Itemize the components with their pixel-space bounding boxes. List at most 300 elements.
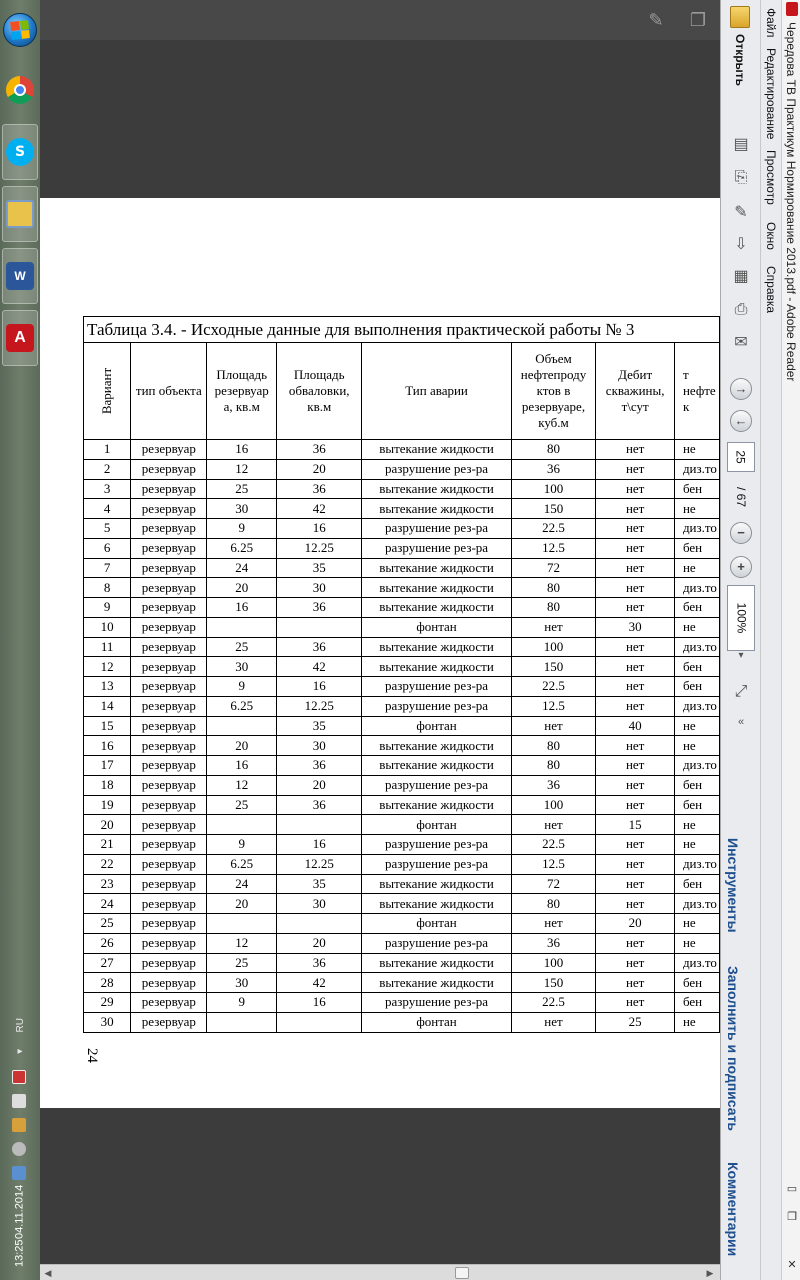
cell-tank-area: 24 xyxy=(207,558,277,578)
table-row xyxy=(84,736,720,756)
cell-well-rate: 40 xyxy=(596,716,675,736)
cell-bund-area: 36 xyxy=(277,795,362,815)
start-button[interactable] xyxy=(2,2,38,58)
cell-tank-area: 6.25 xyxy=(207,696,277,716)
cell-product-type: бен xyxy=(674,973,719,993)
cell-well-rate: нет xyxy=(596,953,675,973)
share-icon[interactable]: ⎘ xyxy=(734,169,748,186)
cell-volume: 150 xyxy=(511,499,596,519)
pdf-page xyxy=(40,198,720,1108)
table-row xyxy=(84,874,720,894)
table-row xyxy=(84,657,720,677)
cell-volume: 100 xyxy=(511,637,596,657)
cell-variant: 6 xyxy=(84,538,131,558)
chrome-icon xyxy=(6,76,34,104)
cell-tank-area: 25 xyxy=(207,479,277,499)
cell-tank-area: 6.25 xyxy=(207,538,277,558)
acrobat-icon: A xyxy=(6,324,34,352)
cell-tank-area: 25 xyxy=(207,795,277,815)
cell-accident-type: вытекание жидкости xyxy=(362,558,511,578)
cell-tank-area: 24 xyxy=(207,874,277,894)
maximize-icon[interactable]: ❐ xyxy=(787,1211,797,1223)
cell-object-type: резервуар xyxy=(131,716,207,736)
cell-volume: 72 xyxy=(511,558,596,578)
cell-well-rate: 15 xyxy=(596,815,675,835)
cell-variant: 8 xyxy=(84,578,131,598)
menu-file[interactable]: Файл xyxy=(764,8,778,38)
cell-tank-area: 30 xyxy=(207,973,277,993)
cell-tank-area: 9 xyxy=(207,677,277,697)
cell-bund-area: 36 xyxy=(277,637,362,657)
cell-object-type: резервуар xyxy=(131,617,207,637)
table-row xyxy=(84,815,720,835)
cell-variant: 23 xyxy=(84,874,131,894)
cell-object-type: резервуар xyxy=(131,933,207,953)
cell-product-type: не xyxy=(674,558,719,578)
cell-variant: 12 xyxy=(84,657,131,677)
cell-well-rate: 30 xyxy=(596,617,675,637)
cell-variant: 13 xyxy=(84,677,131,697)
cell-tank-area: 25 xyxy=(207,953,277,973)
cell-variant: 7 xyxy=(84,558,131,578)
cell-accident-type: разрушение рез-ра xyxy=(362,854,511,874)
scroll-left-icon[interactable]: ◀ xyxy=(44,1268,52,1278)
table-row xyxy=(84,696,720,716)
cell-well-rate: нет xyxy=(596,874,675,894)
cell-product-type: не xyxy=(674,716,719,736)
cell-variant: 19 xyxy=(84,795,131,815)
page-total: / 67 xyxy=(734,487,748,508)
cell-product-type: диз.то xyxy=(674,756,719,776)
cell-well-rate: 20 xyxy=(596,914,675,934)
cell-tank-area: 30 xyxy=(207,499,277,519)
language-indicator[interactable]: RU xyxy=(14,1018,26,1033)
cell-volume: 150 xyxy=(511,657,596,677)
word-icon: W xyxy=(6,262,34,290)
cell-product-type: бен xyxy=(674,538,719,558)
cell-accident-type: вытекание жидкости xyxy=(362,953,511,973)
cell-volume: 100 xyxy=(511,953,596,973)
notification-icon[interactable] xyxy=(12,1118,26,1132)
cell-well-rate: нет xyxy=(596,499,675,519)
cell-object-type: резервуар xyxy=(131,538,207,558)
menu-edit[interactable]: Редактирование xyxy=(764,48,778,140)
cell-volume: 80 xyxy=(511,598,596,618)
skype-icon: S xyxy=(6,138,34,166)
cell-object-type: резервуар xyxy=(131,598,207,618)
cell-tank-area: 16 xyxy=(207,598,277,618)
cell-well-rate: нет xyxy=(596,756,675,776)
cell-volume: 80 xyxy=(511,440,596,460)
cell-product-type: диз.то xyxy=(674,894,719,914)
cell-accident-type: вытекание жидкости xyxy=(362,894,511,914)
cell-accident-type: разрушение рез-ра xyxy=(362,538,511,558)
save-icon[interactable]: ⇩ xyxy=(734,236,748,253)
cell-product-type: не xyxy=(674,499,719,519)
cell-product-type: бен xyxy=(674,795,719,815)
cell-accident-type: вытекание жидкости xyxy=(362,795,511,815)
cell-well-rate: нет xyxy=(596,854,675,874)
zoom-select[interactable]: 100% xyxy=(727,585,755,651)
email-icon[interactable]: ✉ xyxy=(734,334,748,351)
cell-variant: 17 xyxy=(84,756,131,776)
cell-object-type: резервуар xyxy=(131,894,207,914)
cell-accident-type: разрушение рез-ра xyxy=(362,459,511,479)
volume-icon[interactable] xyxy=(12,1142,26,1156)
cell-well-rate: нет xyxy=(596,736,675,756)
cell-variant: 29 xyxy=(84,993,131,1013)
cell-accident-type: разрушение рез-ра xyxy=(362,775,511,795)
cell-object-type: резервуар xyxy=(131,499,207,519)
cell-accident-type: вытекание жидкости xyxy=(362,578,511,598)
window-titlebar xyxy=(781,0,800,1280)
cell-product-type: не xyxy=(674,1012,719,1032)
table-row xyxy=(84,538,720,558)
open-button[interactable] xyxy=(725,6,755,106)
cell-accident-type: вытекание жидкости xyxy=(362,637,511,657)
cell-well-rate: нет xyxy=(596,835,675,855)
header-volume: Объем нефтепроду ктов в резервуаре, куб.м xyxy=(511,343,596,440)
menu-help[interactable]: Справка xyxy=(764,266,778,314)
cell-tank-area xyxy=(207,617,277,637)
cell-object-type: резервуар xyxy=(131,993,207,1013)
cell-object-type: резервуар xyxy=(131,953,207,973)
reader-toolbar xyxy=(721,0,761,1280)
cell-bund-area: 42 xyxy=(277,657,362,677)
cell-tank-area: 6.25 xyxy=(207,854,277,874)
scrollbar-thumb[interactable] xyxy=(455,1267,469,1279)
cell-bund-area: 16 xyxy=(277,993,362,1013)
cell-accident-type: фонтан xyxy=(362,617,511,637)
cell-variant: 3 xyxy=(84,479,131,499)
cell-product-type: бен xyxy=(674,598,719,618)
table-row xyxy=(84,479,720,499)
cell-volume: 80 xyxy=(511,894,596,914)
table-row xyxy=(84,795,720,815)
cell-accident-type: разрушение рез-ра xyxy=(362,933,511,953)
cell-accident-type: вытекание жидкости xyxy=(362,756,511,776)
cell-product-type: не xyxy=(674,440,719,460)
cell-bund-area: 20 xyxy=(277,933,362,953)
pdf-file-icon xyxy=(786,2,798,16)
cell-volume: 22.5 xyxy=(511,677,596,697)
cell-accident-type: фонтан xyxy=(362,1012,511,1032)
table-row xyxy=(84,993,720,1013)
cell-variant: 11 xyxy=(84,637,131,657)
cell-bund-area: 12.25 xyxy=(277,538,362,558)
cell-volume: 80 xyxy=(511,756,596,776)
cell-bund-area xyxy=(277,617,362,637)
next-page-button[interactable]: → xyxy=(730,378,752,400)
cell-object-type: резервуар xyxy=(131,479,207,499)
cell-object-type: резервуар xyxy=(131,914,207,934)
cell-tank-area: 9 xyxy=(207,835,277,855)
cell-volume: 36 xyxy=(511,459,596,479)
table-row xyxy=(84,716,720,736)
page-toolbar-strip xyxy=(40,0,720,40)
cell-object-type: резервуар xyxy=(131,696,207,716)
tools-pane-button[interactable]: Инструменты xyxy=(725,838,741,933)
cell-volume: 80 xyxy=(511,736,596,756)
cell-tank-area: 12 xyxy=(207,775,277,795)
comments-pane-button[interactable]: Комментарии xyxy=(725,1162,741,1257)
cell-product-type: не xyxy=(674,815,719,835)
table-row xyxy=(84,677,720,697)
cell-variant: 2 xyxy=(84,459,131,479)
cell-volume: 22.5 xyxy=(511,993,596,1013)
cell-volume: 100 xyxy=(511,479,596,499)
cell-well-rate: нет xyxy=(596,479,675,499)
cell-tank-area: 30 xyxy=(207,657,277,677)
cell-bund-area: 36 xyxy=(277,440,362,460)
cell-object-type: резервуар xyxy=(131,578,207,598)
cell-accident-type: вытекание жидкости xyxy=(362,499,511,519)
table-row xyxy=(84,835,720,855)
cell-well-rate: нет xyxy=(596,973,675,993)
cell-object-type: резервуар xyxy=(131,519,207,539)
cell-product-type: бен xyxy=(674,874,719,894)
cell-bund-area: 30 xyxy=(277,736,362,756)
cell-variant: 16 xyxy=(84,736,131,756)
horizontal-scrollbar[interactable] xyxy=(40,1264,720,1280)
menu-window[interactable]: Окно xyxy=(764,222,778,250)
power-icon[interactable] xyxy=(12,1166,26,1180)
cell-variant: 25 xyxy=(84,914,131,934)
cell-volume: 12.5 xyxy=(511,854,596,874)
table-row xyxy=(84,598,720,618)
page-number-input[interactable]: 25 xyxy=(727,442,755,472)
cell-product-type: диз.то xyxy=(674,953,719,973)
taskbar-word-button[interactable] xyxy=(2,248,38,304)
table-row xyxy=(84,578,720,598)
cell-object-type: резервуар xyxy=(131,973,207,993)
cell-object-type: резервуар xyxy=(131,440,207,460)
cell-bund-area: 36 xyxy=(277,756,362,776)
cell-tank-area xyxy=(207,716,277,736)
cell-well-rate: нет xyxy=(596,459,675,479)
cell-accident-type: вытекание жидкости xyxy=(362,736,511,756)
cell-well-rate: нет xyxy=(596,775,675,795)
cell-bund-area: 30 xyxy=(277,894,362,914)
cell-accident-type: вытекание жидкости xyxy=(362,874,511,894)
cell-variant: 22 xyxy=(84,854,131,874)
cell-variant: 1 xyxy=(84,440,131,460)
zoom-out-button[interactable]: − xyxy=(730,522,752,544)
windows-start-icon xyxy=(3,13,37,47)
table-row xyxy=(84,499,720,519)
cell-tank-area: 9 xyxy=(207,519,277,539)
fill-sign-pane-button[interactable]: Заполнить и подписать xyxy=(725,966,741,1131)
cell-bund-area: 36 xyxy=(277,479,362,499)
prev-page-button[interactable]: ← xyxy=(730,410,752,432)
cell-object-type: резервуар xyxy=(131,874,207,894)
pages-icon[interactable]: ❐ xyxy=(689,10,707,30)
cell-variant: 20 xyxy=(84,815,131,835)
cell-bund-area: 30 xyxy=(277,578,362,598)
menubar xyxy=(761,0,781,1280)
document-viewport[interactable] xyxy=(40,0,720,1264)
toolbar-overflow-icon[interactable]: « xyxy=(737,716,745,728)
cell-object-type: резервуар xyxy=(131,815,207,835)
attachment-icon[interactable]: ✎ xyxy=(648,10,664,30)
cell-tank-area: 16 xyxy=(207,440,277,460)
table-row xyxy=(84,854,720,874)
cell-volume: нет xyxy=(511,815,596,835)
cell-tank-area: 12 xyxy=(207,459,277,479)
cell-product-type: бен xyxy=(674,657,719,677)
table-row xyxy=(84,775,720,795)
cell-bund-area: 42 xyxy=(277,499,362,519)
cell-well-rate: нет xyxy=(596,795,675,815)
cell-tank-area xyxy=(207,815,277,835)
cell-object-type: резервуар xyxy=(131,756,207,776)
table-row xyxy=(84,953,720,973)
menu-view[interactable]: Просмотр xyxy=(764,150,778,205)
cell-product-type: бен xyxy=(674,993,719,1013)
cell-product-type: не xyxy=(674,835,719,855)
device-icon[interactable] xyxy=(12,1094,26,1108)
cell-volume: нет xyxy=(511,1012,596,1032)
cell-variant: 9 xyxy=(84,598,131,618)
cell-object-type: резервуар xyxy=(131,854,207,874)
cell-variant: 15 xyxy=(84,716,131,736)
cell-accident-type: вытекание жидкости xyxy=(362,479,511,499)
cell-volume: 36 xyxy=(511,933,596,953)
cell-volume: 80 xyxy=(511,578,596,598)
cell-tank-area: 20 xyxy=(207,736,277,756)
cell-accident-type: вытекание жидкости xyxy=(362,657,511,677)
cell-variant: 26 xyxy=(84,933,131,953)
cell-object-type: резервуар xyxy=(131,459,207,479)
cell-volume: нет xyxy=(511,716,596,736)
cell-tank-area xyxy=(207,914,277,934)
cell-variant: 28 xyxy=(84,973,131,993)
table-row xyxy=(84,973,720,993)
cell-well-rate: нет xyxy=(596,696,675,716)
cell-accident-type: разрушение рез-ра xyxy=(362,993,511,1013)
cell-product-type: не xyxy=(674,736,719,756)
cell-bund-area: 20 xyxy=(277,459,362,479)
network-error-icon[interactable] xyxy=(12,1070,26,1084)
cell-accident-type: вытекание жидкости xyxy=(362,973,511,993)
file-manager-icon xyxy=(6,200,34,228)
data-table xyxy=(83,316,720,1033)
cell-accident-type: разрушение рез-ра xyxy=(362,519,511,539)
cell-bund-area xyxy=(277,1012,362,1032)
table-row xyxy=(84,637,720,657)
cell-variant: 5 xyxy=(84,519,131,539)
cell-well-rate: нет xyxy=(596,657,675,677)
cell-variant: 14 xyxy=(84,696,131,716)
taskbar-files-button[interactable] xyxy=(2,186,38,242)
cell-product-type: диз.то xyxy=(674,459,719,479)
tray-expand-icon[interactable]: ▸ xyxy=(17,1046,23,1057)
table-row xyxy=(84,756,720,776)
header-variant: Вариант xyxy=(84,343,131,440)
cell-volume: 36 xyxy=(511,775,596,795)
cell-volume: 12.5 xyxy=(511,696,596,716)
taskbar-acrobat-button[interactable] xyxy=(2,310,38,366)
header-accident-type: Тип аварии xyxy=(362,343,511,440)
cell-bund-area: 35 xyxy=(277,716,362,736)
window-title: Чередова ТВ Практикум Нормирование 2013.pdf - Adobe Reader xyxy=(784,22,798,382)
cell-volume: 22.5 xyxy=(511,835,596,855)
cell-volume: 12.5 xyxy=(511,538,596,558)
cell-well-rate: 25 xyxy=(596,1012,675,1032)
folder-icon xyxy=(730,6,750,28)
cell-accident-type: разрушение рез-ра xyxy=(362,677,511,697)
cell-product-type: не xyxy=(674,933,719,953)
taskbar-skype-button[interactable] xyxy=(2,124,38,180)
cell-well-rate: нет xyxy=(596,558,675,578)
cell-product-type: диз.то xyxy=(674,578,719,598)
print-file-icon[interactable]: ⎙ xyxy=(734,301,748,318)
reader-panel xyxy=(720,0,800,1280)
cell-well-rate: нет xyxy=(596,598,675,618)
cell-bund-area: 35 xyxy=(277,558,362,578)
table-row xyxy=(84,914,720,934)
cell-object-type: резервуар xyxy=(131,637,207,657)
cell-accident-type: вытекание жидкости xyxy=(362,440,511,460)
cell-object-type: резервуар xyxy=(131,558,207,578)
minimize-icon[interactable]: ▭ xyxy=(786,1183,798,1195)
cell-tank-area: 9 xyxy=(207,993,277,1013)
header-object-type: тип объекта xyxy=(131,343,207,440)
cell-tank-area: 12 xyxy=(207,933,277,953)
table-row xyxy=(84,519,720,539)
clock-date: 04.11.2014 xyxy=(13,1185,26,1240)
table-row xyxy=(84,894,720,914)
cell-object-type: резервуар xyxy=(131,677,207,697)
cell-object-type: резервуар xyxy=(131,835,207,855)
cell-well-rate: нет xyxy=(596,440,675,460)
cell-volume: 100 xyxy=(511,795,596,815)
create-pdf-icon[interactable]: ▤ xyxy=(733,136,749,153)
cell-accident-type: фонтан xyxy=(362,914,511,934)
table-row xyxy=(84,459,720,479)
cell-volume: 22.5 xyxy=(511,519,596,539)
edit-icon[interactable]: ✎ xyxy=(734,204,748,221)
cell-variant: 10 xyxy=(84,617,131,637)
cell-product-type: бен xyxy=(674,479,719,499)
cell-variant: 18 xyxy=(84,775,131,795)
page-number: 24 xyxy=(84,1048,100,1063)
scroll-right-icon[interactable]: ▶ xyxy=(706,1268,714,1278)
taskbar-clock[interactable] xyxy=(3,1185,37,1267)
fit-page-icon[interactable]: ⤢ xyxy=(734,683,748,700)
cell-object-type: резервуар xyxy=(131,775,207,795)
cell-well-rate: нет xyxy=(596,538,675,558)
cell-well-rate: нет xyxy=(596,993,675,1013)
taskbar-chrome-button[interactable] xyxy=(2,62,38,118)
cell-well-rate: нет xyxy=(596,637,675,657)
cell-accident-type: фонтан xyxy=(362,716,511,736)
zoom-in-button[interactable]: + xyxy=(730,556,752,578)
cell-product-type: бен xyxy=(674,775,719,795)
cell-well-rate: нет xyxy=(596,677,675,697)
print-icon[interactable]: ▦ xyxy=(733,268,749,285)
header-well-rate: Дебит скважины, т\сут xyxy=(596,343,675,440)
cell-object-type: резервуар xyxy=(131,1012,207,1032)
cell-bund-area: 42 xyxy=(277,973,362,993)
cell-bund-area: 12.25 xyxy=(277,854,362,874)
cell-volume: нет xyxy=(511,617,596,637)
close-icon[interactable]: ✕ xyxy=(787,1259,797,1271)
cell-well-rate: нет xyxy=(596,578,675,598)
zoom-dropdown-icon[interactable]: ▾ xyxy=(738,649,744,661)
cell-variant: 30 xyxy=(84,1012,131,1032)
table-row xyxy=(84,558,720,578)
